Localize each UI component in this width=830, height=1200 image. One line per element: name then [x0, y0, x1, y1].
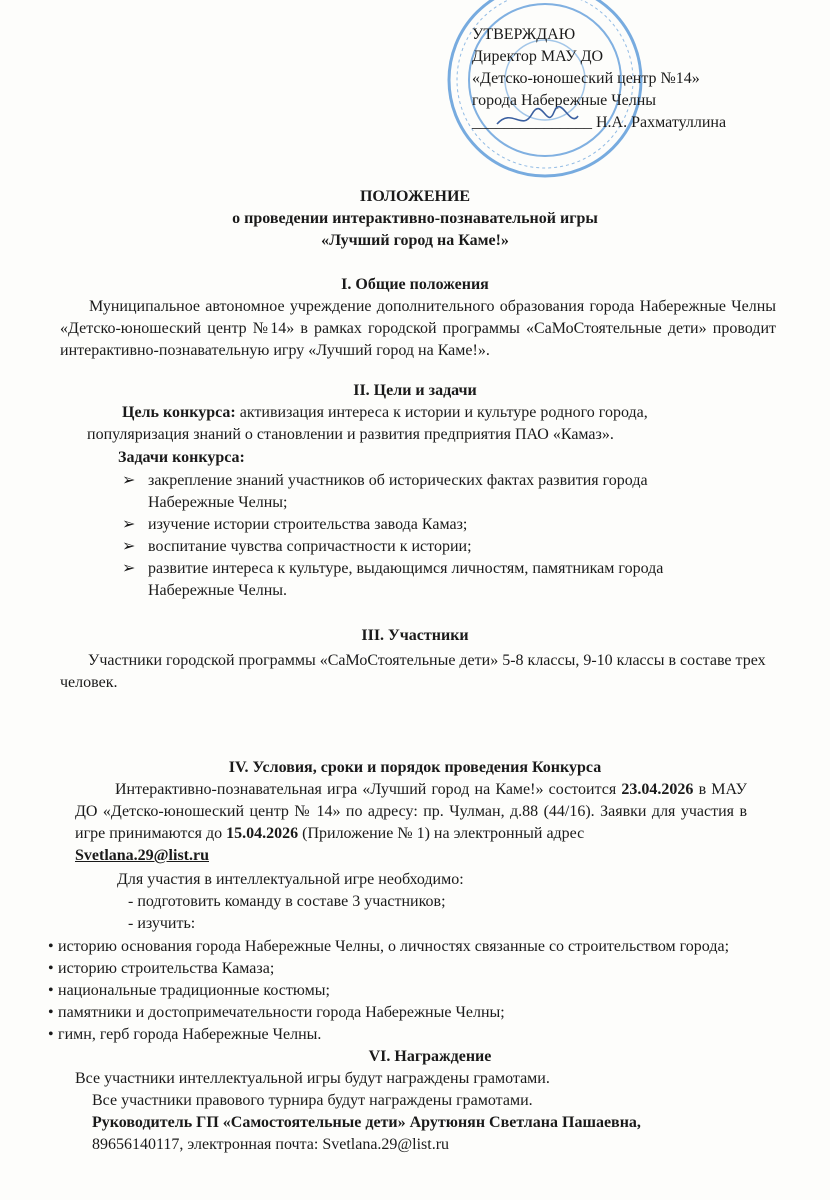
section-3-heading: III. Участники [361, 627, 469, 644]
requirements-intro: Для участия в интеллектуальной игре необходимо: [117, 871, 464, 888]
bullet-icon: • [48, 982, 54, 999]
email-link[interactable]: Svetlana.29@list.ru [75, 847, 209, 864]
arrow-bullet-icon: ➢ [122, 516, 136, 533]
list-item [48, 980, 758, 1002]
list-item [122, 514, 708, 536]
award-line-1: Все участники интеллектуальной игры будут награждены грамотами. [75, 1070, 550, 1087]
organization: «Детско-юношеский центр №14» [472, 70, 700, 87]
study-list [48, 936, 758, 1046]
event-date: 23.04.2026 [621, 781, 694, 798]
contact-details: 89656140117, электронная почта: Svetlana.29@list.ru [92, 1136, 450, 1153]
signature-line: _______________ [472, 114, 592, 131]
director-position: Директор МАУ ДО [472, 48, 604, 65]
arrow-bullet-icon: ➢ [122, 560, 136, 577]
study-text: историю основания города Набережные Челны, о личностях связанные со строительством города; [58, 938, 730, 955]
section-3-text: Участники городской программы «СаМоСтоятельные дети» 5-8 классы, 9-10 классы в составе трех человек. [60, 652, 766, 691]
list-item [48, 936, 758, 958]
arrow-bullet-icon: ➢ [122, 538, 136, 555]
tasks-list [122, 470, 708, 602]
section-2-heading: II. Цели и задачи [353, 382, 477, 399]
study-text: гимн, герб города Набережные Челны. [58, 1026, 322, 1043]
bullet-icon: • [48, 938, 54, 955]
arrow-bullet-icon: ➢ [122, 472, 136, 489]
section-4-heading: IV. Условия, сроки и порядок проведения Конкурса [228, 759, 602, 776]
list-item [48, 1002, 758, 1024]
tasks-label: Задачи конкурса: [118, 449, 245, 466]
study-text: национальные традиционные костюмы; [58, 982, 330, 999]
goal-text: активизация интереса к истории и культуре родного города, [235, 404, 648, 421]
study-text: памятники и достопримечательности города Набережные Челны; [58, 1004, 505, 1021]
list-item [122, 558, 708, 602]
bullet-icon: • [48, 960, 54, 977]
deadline-date: 15.04.2026 [226, 825, 299, 842]
goal [122, 402, 830, 424]
study-text: историю строительства Камаза; [58, 960, 275, 977]
task-text: закрепление знаний участников об исторических фактах развития города Набережные Челны; [148, 472, 648, 511]
bullet-icon: • [48, 1026, 54, 1043]
task-text: воспитание чувства сопричастности к истории; [148, 538, 472, 555]
list-item [122, 470, 708, 514]
director-name: Н.А. Рахматуллина [596, 114, 727, 131]
city: города Набережные Челны [472, 92, 656, 109]
s4-text-3: (Приложение № 1) на электронный адрес [298, 825, 585, 842]
section-1-heading: I. Общие положения [341, 276, 489, 293]
award-line-2: Все участники правового турнира будут награждены грамотами. [92, 1092, 533, 1109]
list-item [48, 1024, 758, 1046]
goal-text-2: популяризация знаний о становлении и развития предприятия ПАО «Камаз». [87, 426, 614, 443]
section-6-heading: VI. Награждение [368, 1048, 492, 1065]
bullet-icon: • [48, 1004, 54, 1021]
title-name: «Лучший город на Каме!» [321, 232, 509, 249]
goal-label: Цель конкурса: [122, 404, 236, 421]
step-1: - подготовить команду в составе 3 участников; [128, 893, 446, 910]
s4-text-1: Интерактивно-познавательная игра «Лучший город на Каме!» состоится [115, 781, 622, 798]
section-1-text: Муниципальное автономное учреждение дополнительного образования города Набережные Челны «Детско-юношеский центр №14» в рамках городской программы «СаМоСтоятельные дети» проводит интерактивно-познавательную игру «Лучший город на Каме!». [60, 298, 776, 359]
list-item [48, 958, 758, 980]
title-sub: о проведении интерактивно-познавательной игры [232, 210, 598, 227]
task-text: изучение истории строительства завода Камаз; [148, 516, 468, 533]
approval-block [472, 24, 830, 134]
contact-person: Руководитель ГП «Самостоятельные дети» Арутюнян Светлана Пашаевна, [92, 1114, 641, 1131]
signature [492, 102, 582, 136]
step-2: - изучить: [128, 915, 196, 932]
title-main: ПОЛОЖЕНИЕ [359, 188, 471, 205]
list-item [122, 536, 708, 558]
document-title [0, 186, 830, 252]
task-text: развитие интереса к культуре, выдающимся личностям, памятникам города Набережные Челны. [148, 560, 664, 599]
email-line [75, 845, 830, 867]
section-4-text [75, 779, 747, 845]
s4-text-2: в МАУ ДО «Детско-юношеский центр № 14» по адресу: пр. Чулман, д.88 (44/16). Заявки для участия в игре принимаются до [75, 781, 747, 842]
approve-label: УТВЕРЖДАЮ [472, 26, 576, 43]
